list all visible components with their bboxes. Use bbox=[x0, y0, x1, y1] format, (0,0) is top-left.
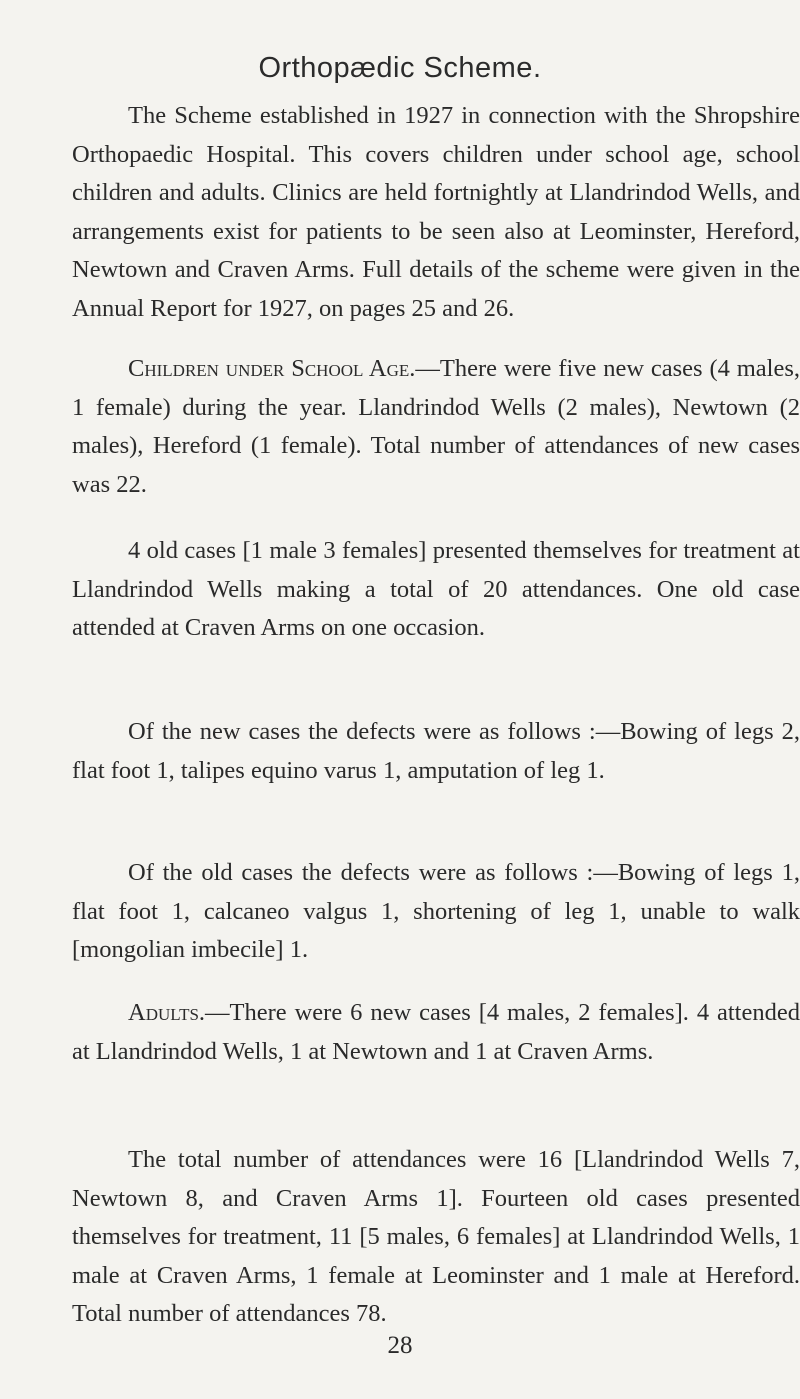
new-cases-defects-paragraph: Of the new cases the defects were as follows :—Bowing of legs 2, flat foot 1, talipes equino varus 1, amputation of leg 1. bbox=[72, 718, 800, 784]
adults-new-cases-text: —There were 6 new cases [4 males, 2 females]. 4 attended at Llandrindod Wells, 1 at Newtown and 1 at Craven Arms. bbox=[72, 999, 800, 1065]
section-heading-children: Children under School Age. bbox=[128, 355, 416, 382]
adults-attendances-paragraph: The total number of attendances were 16 [Llandrindod Wells 7, Newtown 8, and Craven Arms 1]. Fourteen old cases presented themselves for treatment, 11 [5 males, 6 females] at Llandrindod Wells, 1 male at Craven Arms, 1 female at Leominster and 1 male at Hereford. Total number of attendances 78. bbox=[72, 1146, 800, 1327]
children-under-school-age-paragraph bbox=[72, 350, 800, 504]
children-new-cases-text: —There were five new cases (4 males, 1 female) during the year. Llandrindod Wells (2 males), Newtown (2 males), Hereford (1 female). Total number of attendances of new cases was 22. bbox=[72, 355, 800, 498]
page-title: Orthopædic Scheme. bbox=[258, 52, 542, 84]
old-cases-paragraph: 4 old cases [1 male 3 females] presented themselves for treatment at Llandrindod Wells making a total of 20 attendances. One old case attended at Craven Arms on one occasion. bbox=[72, 537, 800, 641]
intro-paragraph: The Scheme established in 1927 in connection with the Shropshire Orthopaedic Hospital. This covers children under school age, school children and adults. Clinics are held fortnightly at Llandrindod Wells, and arrangements exist for patients to be seen also at Leominster, Hereford, Newtown and Craven Arms. Full details of the scheme were given in the Annual Report for 1927, on pages 25 and 26. bbox=[72, 102, 800, 322]
page-number: 28 bbox=[387, 1332, 413, 1359]
section-heading-adults: Adults. bbox=[128, 999, 206, 1026]
old-cases-defects-paragraph: Of the old cases the defects were as follows :—Bowing of legs 1, flat foot 1, calcaneo valgus 1, shortening of leg 1, unable to walk [mongolian imbecile] 1. bbox=[72, 859, 800, 963]
adults-paragraph bbox=[72, 994, 800, 1071]
